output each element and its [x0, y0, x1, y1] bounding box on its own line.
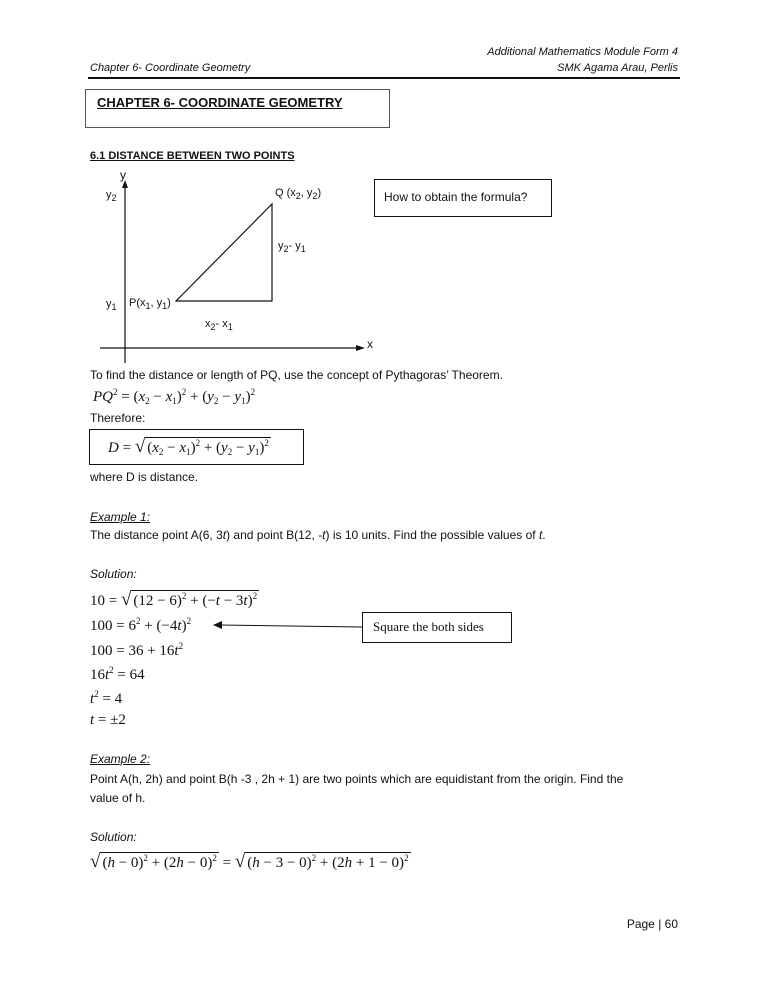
header-school: SMK Agama Arau, Perlis [557, 62, 678, 74]
y-axis-label: y [120, 168, 126, 182]
example1-solution-label: Solution: [90, 567, 137, 581]
section-title: 6.1 DISTANCE BETWEEN TWO POINTS [90, 150, 295, 162]
x-axis-arrow [356, 345, 365, 351]
pythagoras-equation: $PQ^2 = (x_2 - x_1)^2 + (y_2 - y_1)^2$ [93, 387, 256, 406]
therefore-text: Therefore: [90, 411, 146, 425]
ex1-step6: t = ±2 [90, 712, 126, 728]
dy-label: $y_2-$ $y_1$ [278, 240, 306, 254]
dx-label: $x_2-$ $x_1$ [205, 318, 233, 332]
ex1-step5: $t^2 = 4$ [90, 689, 123, 707]
distance-formula-box [89, 429, 304, 465]
header-module-title: Additional Mathematics Module Form 4 [487, 46, 678, 58]
right-triangle [176, 204, 272, 301]
ex2-equation: √ $(h - 0)^2 + (2h - 0)^2$ = √ $(h - 3 - 0)^2 + (2h + 1 - 0)^2$ [90, 851, 409, 872]
ex1-step1: 10 = √ $(12 - 6)^2 + (-t - 3t)^2$ [90, 589, 258, 610]
formula-callout-box [374, 179, 552, 217]
point-p-label: $P(x_1$, $y_1$) [129, 297, 171, 311]
example2-question-line2: value of h. [90, 791, 146, 805]
header-rule [88, 77, 680, 79]
header-chapter: Chapter 6- Coordinate Geometry [90, 62, 251, 74]
example1-question: The distance point A(6, 3t) and point B(12, -t) is 10 units. Find the possible values of t. [90, 528, 546, 542]
example2-solution-label: Solution: [90, 830, 137, 844]
distance-diagram [90, 168, 380, 368]
ex1-step4: $16t^2 = 64$ [90, 665, 145, 683]
formula-callout-text: How to obtain the formula? [384, 190, 528, 204]
square-callout-box [362, 612, 512, 643]
square-callout-text: Square the both sides [373, 619, 484, 634]
page-number: Page | 60 [626, 917, 678, 931]
example2-question-line1: Point A(h, 2h) and point B(h -3 , 2h + 1) are two points which are equidistant from the origin. Find the [90, 772, 624, 786]
y1-label: $y_1$ [106, 298, 117, 312]
chapter-title-box [85, 89, 390, 128]
callout-arrow [210, 618, 365, 632]
distance-formula: D = √ $(x_2 - x_1)^2 + (y_2 - y_1)^2$ [108, 436, 269, 457]
example1-heading: Example 1: [90, 510, 151, 524]
ex1-step3: $100 = 36 + 16t^2$ [90, 641, 184, 659]
intro-text: To find the distance or length of PQ, use the concept of Pythagoras’ Theorem. [90, 368, 503, 382]
y2-label: $y_2$ [106, 189, 117, 203]
x-axis-label: x [367, 337, 373, 351]
ex1-step2: $100 = 6^2 + (-4t)^2$ [90, 616, 192, 634]
point-q-label: Q ($x_2$, $y_2$) [275, 187, 322, 201]
chapter-title: CHAPTER 6- COORDINATE GEOMETRY [97, 95, 343, 110]
example2-heading: Example 2: [90, 752, 151, 766]
where-d-text: where D is distance. [90, 470, 199, 484]
